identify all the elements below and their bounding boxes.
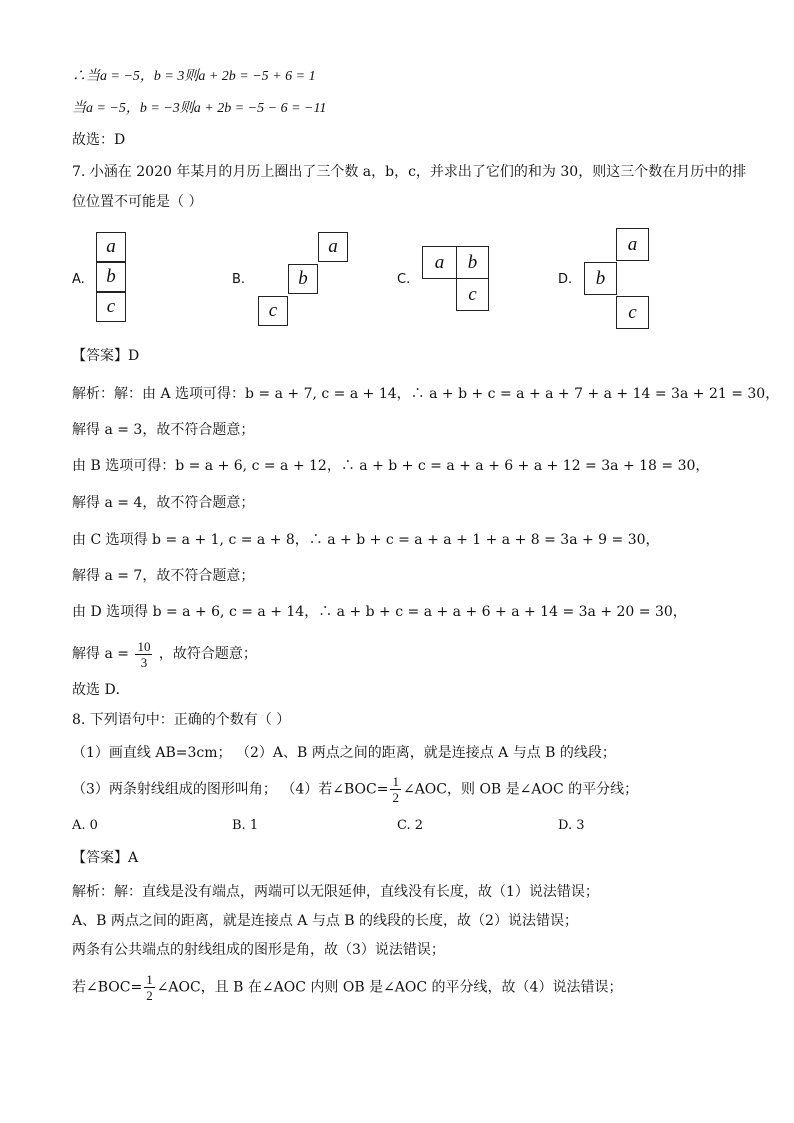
choice-c: C. 2: [397, 818, 424, 833]
option-a-cell-a: a: [96, 232, 126, 262]
explanation-8-line-4: 若∠BOC= $\frac{1}{2}$ ∠AOC，且 B 在∠AOC 内则 OB 是∠AOC 的平分线，故（4）说法错误；: [72, 972, 623, 1003]
choice-b: B. 1: [232, 818, 259, 833]
option-d-cell-c: c: [616, 296, 649, 329]
question-7-options: [72, 228, 732, 328]
answer-8: 【答案】A: [72, 850, 139, 866]
prev-step-2: 当a = −5，b = −3则a + 2b = −5 − 6 = −11: [72, 101, 327, 116]
solution-7-line-2: 解得 a = 3，故不符合题意；: [72, 422, 255, 438]
explanation-8-line-1: 解析：解：直线是没有端点，两端可以无限延伸，直线没有长度，故（1）说法错误；: [72, 884, 599, 900]
choice-a: A. 0: [72, 818, 98, 833]
question-8: 8. 下列语句中：正确的个数有（ ）: [72, 712, 291, 728]
option-d-cell-b: b: [584, 262, 617, 295]
explanation-8-line-2: A、B 两点之间的距离，就是连接点 A 与点 B 的线段的长度，故（2）说法错误；: [72, 913, 578, 929]
solution-7-line-9: 故选 D．: [72, 682, 130, 698]
option-c-cell-b: b: [456, 246, 489, 279]
fraction-1-2-b: $\frac{1}{2}$: [146, 972, 153, 1003]
solution-7-line-7: 由 D 选项得 b = a + 6, c = a + 14，∴ a + b + c = a + a + 6 + a + 14 = 3a + 20 = 30，: [72, 604, 687, 620]
option-b-label: B.: [232, 272, 246, 287]
question-8-statement-2: （3）两条射线组成的图形叫角； （4）若∠BOC= $\frac{1}{2}$ ∠AOC，则 OB 是∠AOC 的平分线；: [72, 774, 639, 805]
prev-answer: 故选：D: [72, 132, 126, 148]
option-c-cell-c: c: [456, 278, 489, 311]
option-b-cell-b: b: [288, 264, 318, 294]
solution-7-line-5: 由 C 选项得 b = a + 1, c = a + 8，∴ a + b + c = a + a + 1 + a + 8 = 3a + 9 = 30，: [72, 532, 660, 548]
solution-7-line-4: 解得 a = 4，故不符合题意；: [72, 495, 255, 511]
option-d-label: D.: [558, 272, 573, 287]
choice-d: D. 3: [558, 818, 585, 833]
prev-step-1: ∴当a = −5，b = 3则a + 2b = −5 + 6 = 1: [72, 69, 316, 84]
option-b-cell-c: c: [258, 296, 288, 326]
option-d-cell-a: a: [616, 228, 649, 261]
solution-7-line-1: 解析：解：由 A 选项可得：b = a + 7, c = a + 14，∴ a + b + c = a + a + 7 + a + 14 = 3a + 21 = 30，: [72, 386, 780, 402]
explanation-8-line-3: 两条有公共端点的射线组成的图形是角，故（3）说法错误；: [72, 942, 445, 958]
answer-7: 【答案】D: [72, 348, 140, 364]
question-8-statement-1: （1）画直线 AB=3cm； （2）A、B 两点之间的距离，就是连接点 A 与点 B 的线段；: [72, 745, 616, 761]
option-c-cell-a: a: [422, 246, 457, 279]
fraction-1-2: $\frac{1}{2}$: [392, 774, 399, 805]
question-7-line-1: 7. 小涵在 2020 年某月的月历上圈出了三个数 a，b，c，并求出了它们的和为 30，则这三个数在月历中的排: [72, 164, 747, 180]
option-b-cell-a: a: [318, 232, 348, 262]
option-a-cell-c: c: [96, 292, 126, 322]
option-a-cell-b: b: [96, 262, 126, 292]
question-7-line-2: 位位置不可能是（ ）: [72, 194, 203, 210]
fraction-10-3: $\frac{10}{3}$: [137, 638, 151, 670]
option-a-label: A.: [72, 272, 85, 287]
solution-7-line-8: 解得 a = $\frac{10}{3}$ ，故符合题意；: [72, 638, 257, 670]
option-c-label: C.: [397, 272, 411, 287]
solution-7-line-3: 由 B 选项可得：b = a + 6, c = a + 12，∴ a + b + c = a + a + 6 + a + 12 = 3a + 18 = 30，: [72, 458, 710, 474]
solution-7-line-6: 解得 a = 7，故不符合题意；: [72, 568, 255, 584]
